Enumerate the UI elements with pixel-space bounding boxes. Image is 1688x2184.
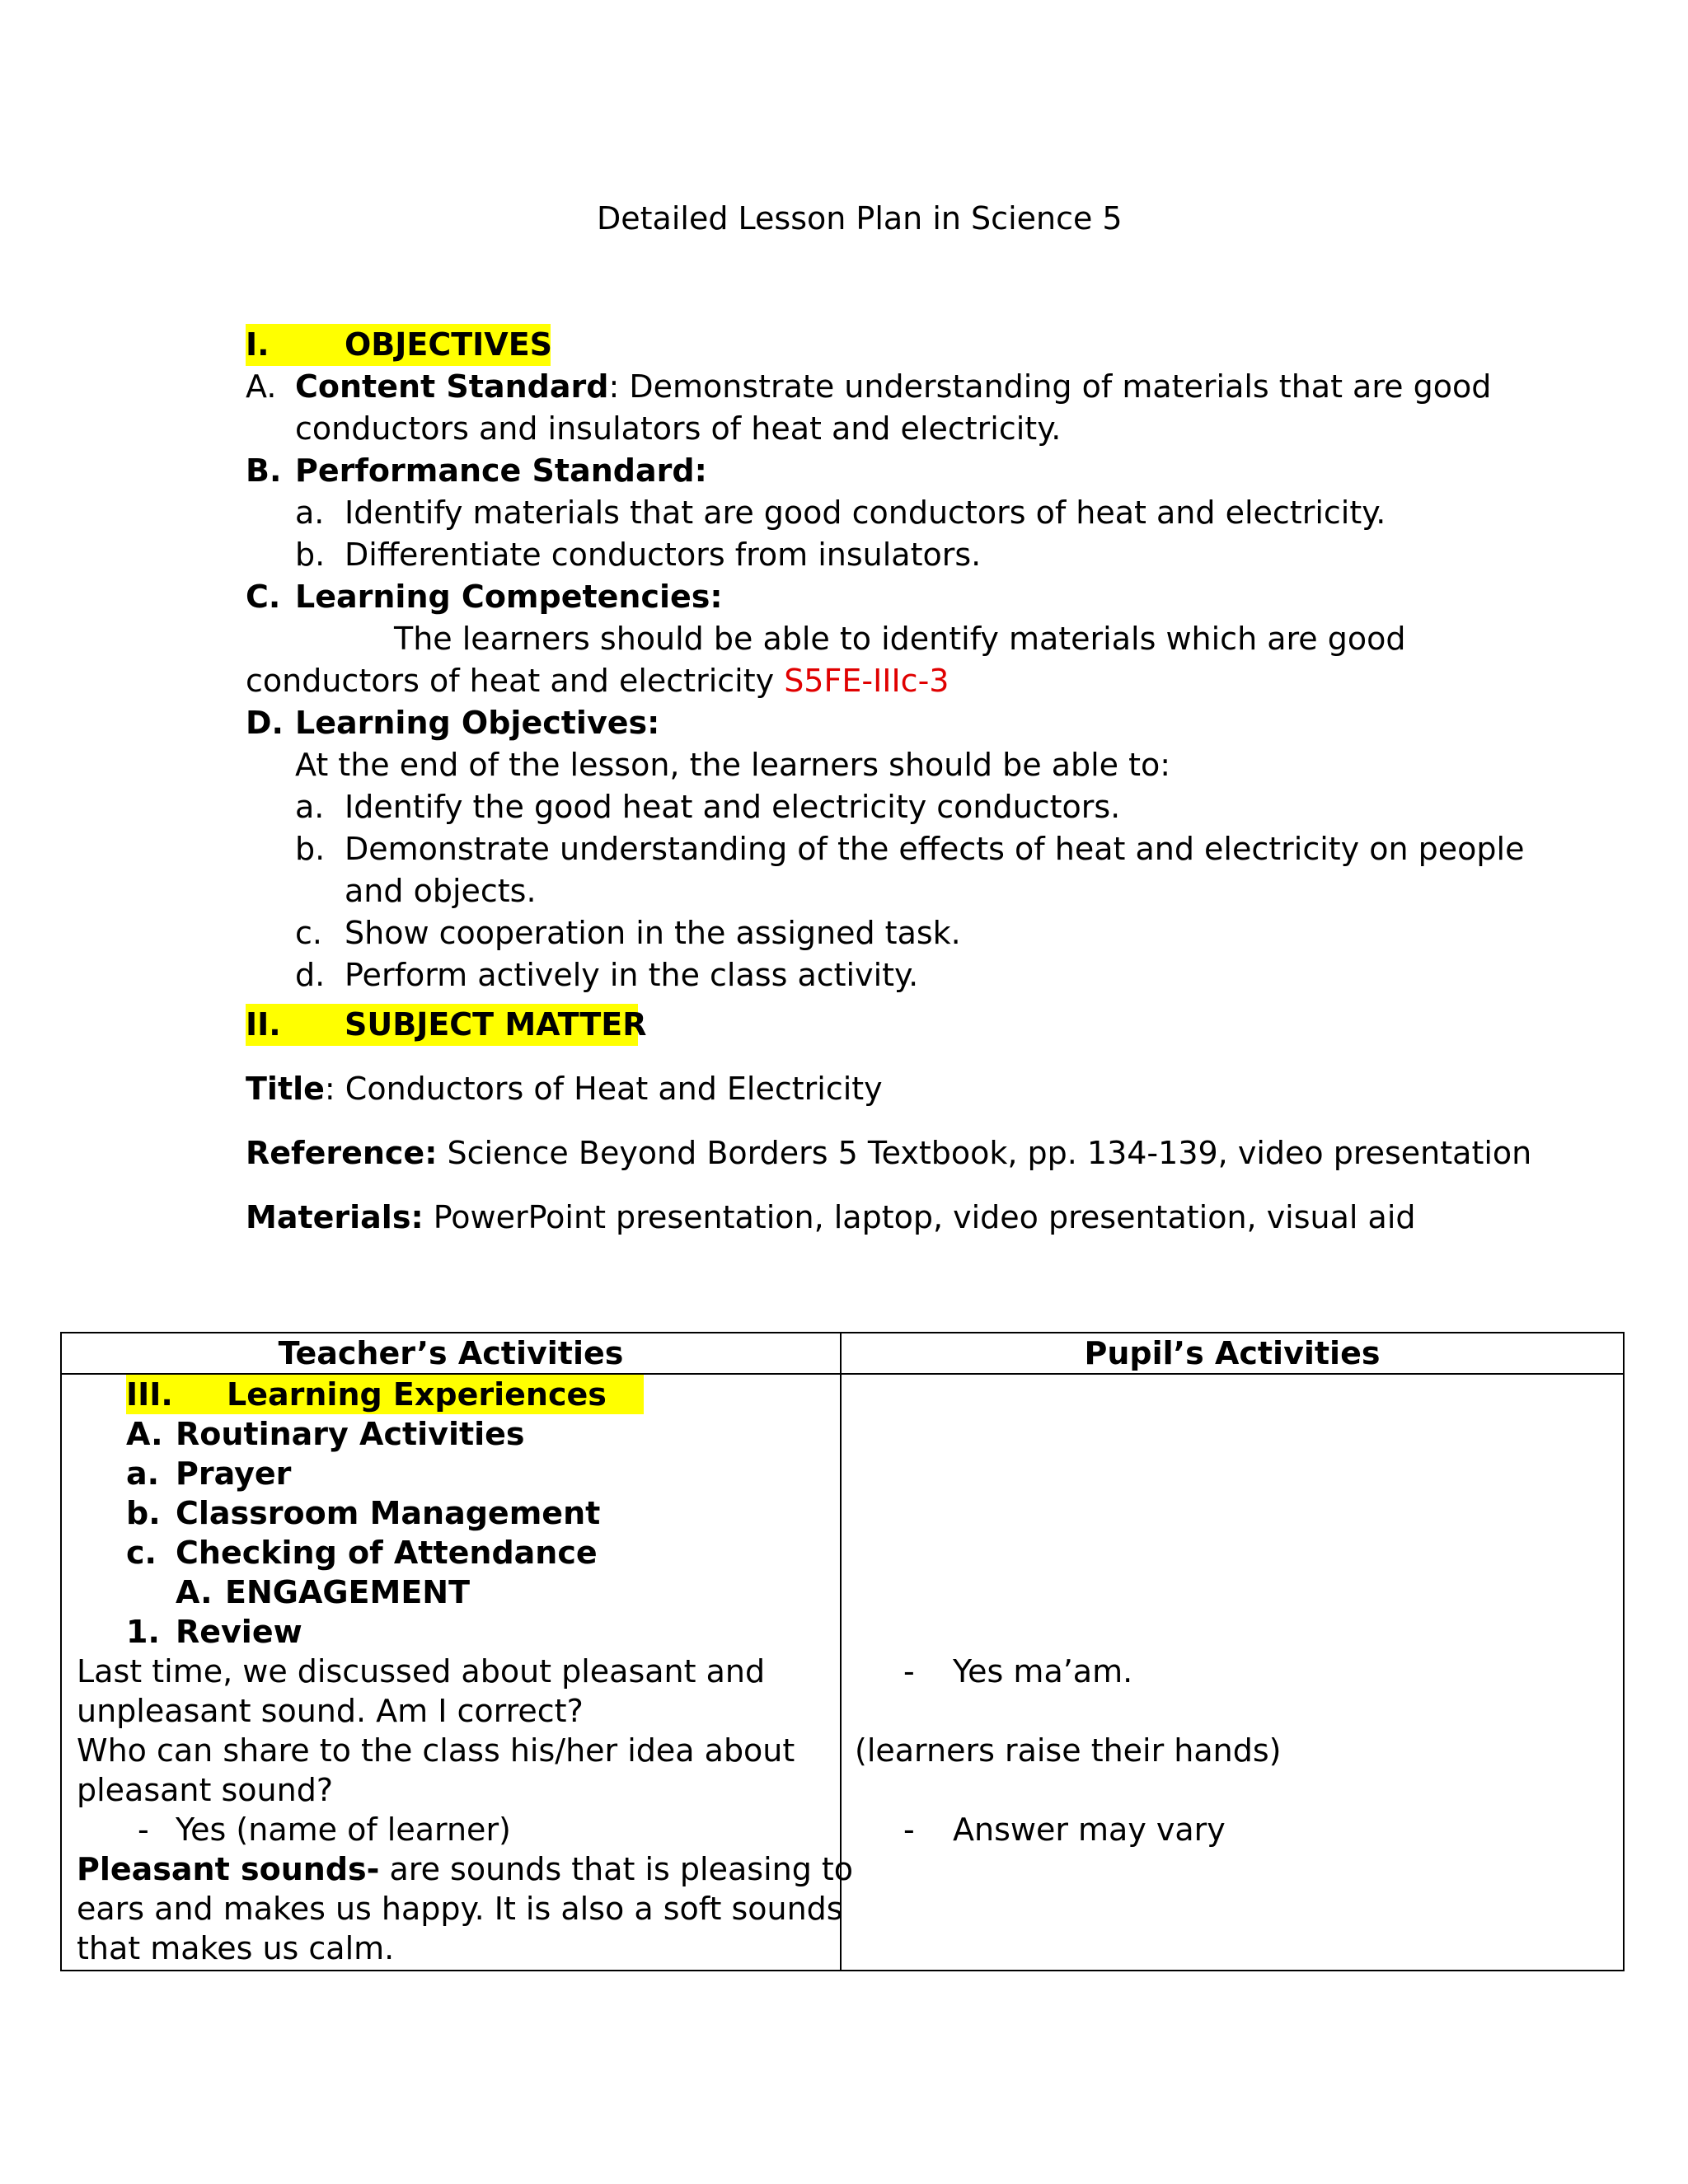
teacher-line-7: ears and makes us happy. It is also a soft sounds — [77, 1891, 843, 1927]
pupil-dash-1: - — [903, 1653, 915, 1690]
learning-objective-d-letter: d. — [295, 957, 326, 993]
teacher-line-2: unpleasant sound. Am I correct? — [77, 1693, 584, 1729]
pleasant-sounds-label: Pleasant sounds- — [77, 1851, 380, 1887]
subject-title-label: Title — [246, 1071, 325, 1107]
subject-materials-label: Materials: — [246, 1199, 424, 1235]
content-standard-text-2: conductors and insulators of heat and electricity. — [295, 410, 1062, 447]
pupil-response-2: (learners raise their hands) — [855, 1732, 1282, 1769]
teacher-line-3: Who can share to the class his/her idea about — [77, 1732, 795, 1769]
subject-reference-value: Science Beyond Borders 5 Textbook, pp. 134-139, video presentation — [437, 1135, 1532, 1171]
review-text: Review — [176, 1614, 302, 1650]
pupil-response-3-text: Answer may vary — [953, 1811, 1226, 1848]
content-standard-letter: A. — [246, 368, 277, 405]
subject-reference-label: Reference: — [246, 1135, 438, 1171]
teacher-dash: - — [138, 1811, 149, 1848]
pupil-activities-cell — [841, 1374, 1624, 1971]
subject-materials-value: PowerPoint presentation, laptop, video presentation, visual aid — [423, 1199, 1416, 1235]
objectives-heading — [246, 324, 551, 366]
learning-objective-b-text-2: and objects. — [345, 873, 537, 909]
competency-code: S5FE-IIIc-3 — [784, 663, 950, 699]
learning-objective-b-letter: b. — [295, 831, 326, 867]
learning-objective-c-letter: c. — [295, 915, 322, 951]
subject-matter-heading-text: SUBJECT MATTER — [345, 1006, 647, 1043]
performance-item-a-text: Identify materials that are good conductors of heat and electricity. — [345, 494, 1386, 531]
performance-item-b-letter: b. — [295, 537, 326, 573]
learning-objective-a-text: Identify the good heat and electricity conductors. — [345, 789, 1121, 825]
subject-title-value: : Conductors of Heat and Electricity — [324, 1071, 883, 1107]
learning-objectives-intro: At the end of the lesson, the learners should be able to: — [295, 747, 1171, 783]
learning-objective-a — [295, 786, 1120, 828]
subject-title — [246, 1068, 883, 1110]
routinary-letter: A. — [126, 1416, 163, 1452]
prayer-text: Prayer — [176, 1455, 292, 1492]
teacher-line-8: that makes us calm. — [77, 1930, 395, 1966]
classroom-management-letter: b. — [126, 1495, 161, 1531]
engagement-item — [176, 1572, 470, 1612]
attendance-letter: c. — [126, 1535, 157, 1571]
teacher-activities-header: Teacher’s Activities — [61, 1333, 841, 1374]
classroom-management-text: Classroom Management — [176, 1495, 601, 1531]
subject-matter-heading — [246, 1004, 647, 1046]
engagement-text: ENGAGEMENT — [225, 1574, 471, 1610]
prayer-item — [126, 1454, 291, 1493]
classroom-management-item — [126, 1493, 600, 1533]
learning-objective-d-text: Perform actively in the class activity. — [345, 957, 919, 993]
subject-materials — [246, 1197, 1416, 1239]
learning-competencies — [246, 576, 723, 618]
learning-objective-b — [295, 828, 1524, 870]
performance-standard-label: Performance Standard: — [295, 452, 707, 489]
review-item — [126, 1612, 302, 1652]
subject-reference — [246, 1132, 1531, 1174]
routinary-activities — [126, 1414, 525, 1454]
content-standard — [246, 366, 1491, 408]
pleasant-sounds-text: are sounds that is pleasing to — [379, 1851, 854, 1887]
learning-objective-b-text: Demonstrate understanding of the effects of heat and electricity on people — [345, 831, 1525, 867]
pupil-response-1-text: Yes ma’am. — [953, 1653, 1133, 1690]
engagement-letter: A. — [176, 1574, 213, 1610]
objectives-heading-text: OBJECTIVES — [345, 326, 553, 363]
pleasant-sounds-line — [77, 1849, 853, 1889]
activities-table — [60, 1332, 1625, 1971]
attendance-text: Checking of Attendance — [176, 1535, 598, 1571]
prayer-letter: a. — [126, 1455, 160, 1492]
table-row — [61, 1374, 1624, 1971]
performance-item-b — [295, 534, 981, 576]
routinary-text: Routinary Activities — [176, 1416, 525, 1452]
teacher-line-5 — [126, 1810, 511, 1849]
teacher-activities-cell — [61, 1374, 854, 1971]
competencies-line-2 — [246, 660, 949, 702]
learning-objective-a-letter: a. — [295, 789, 325, 825]
content-standard-text: : Demonstrate understanding of materials that are good — [608, 368, 1492, 405]
performance-standard — [246, 450, 707, 492]
review-letter: 1. — [126, 1614, 160, 1650]
teacher-line-5-text: Yes (name of learner) — [176, 1811, 511, 1848]
pupil-activities-header: Pupil’s Activities — [841, 1333, 1624, 1374]
learning-objective-d — [295, 954, 918, 996]
pupil-response-3 — [903, 1810, 1226, 1849]
table-header-row — [61, 1333, 1624, 1374]
performance-item-a — [295, 492, 1386, 534]
learning-objectives-letter: D. — [246, 705, 284, 741]
learning-objective-c-text: Show cooperation in the assigned task. — [345, 915, 961, 951]
learning-objectives — [246, 702, 659, 744]
content-standard-label: Content Standard — [295, 368, 609, 405]
page-title: Detailed Lesson Plan in Science 5 — [597, 200, 1123, 237]
learning-objective-c — [295, 912, 961, 954]
pupil-dash-2: - — [903, 1811, 915, 1848]
learning-experiences-roman: III. — [126, 1376, 173, 1413]
subject-matter-roman: II. — [246, 1006, 281, 1043]
learning-experiences-heading — [126, 1375, 644, 1414]
learning-experiences-text: Learning Experiences — [227, 1376, 607, 1413]
teacher-line-4: pleasant sound? — [77, 1772, 333, 1808]
performance-item-a-letter: a. — [295, 494, 325, 531]
teacher-line-1: Last time, we discussed about pleasant and — [77, 1653, 766, 1690]
attendance-item — [126, 1533, 598, 1572]
competencies-text-1: The learners should be able to identify materials which are good — [394, 621, 1406, 657]
learning-competencies-letter: C. — [246, 579, 281, 615]
objectives-roman: I. — [246, 326, 270, 363]
performance-item-b-text: Differentiate conductors from insulators. — [345, 537, 982, 573]
performance-standard-letter: B. — [246, 452, 282, 489]
learning-competencies-label: Learning Competencies: — [295, 579, 723, 615]
competencies-text-2: conductors of heat and electricity — [246, 663, 785, 699]
learning-objectives-label: Learning Objectives: — [295, 705, 660, 741]
pupil-response-1 — [903, 1652, 1132, 1691]
